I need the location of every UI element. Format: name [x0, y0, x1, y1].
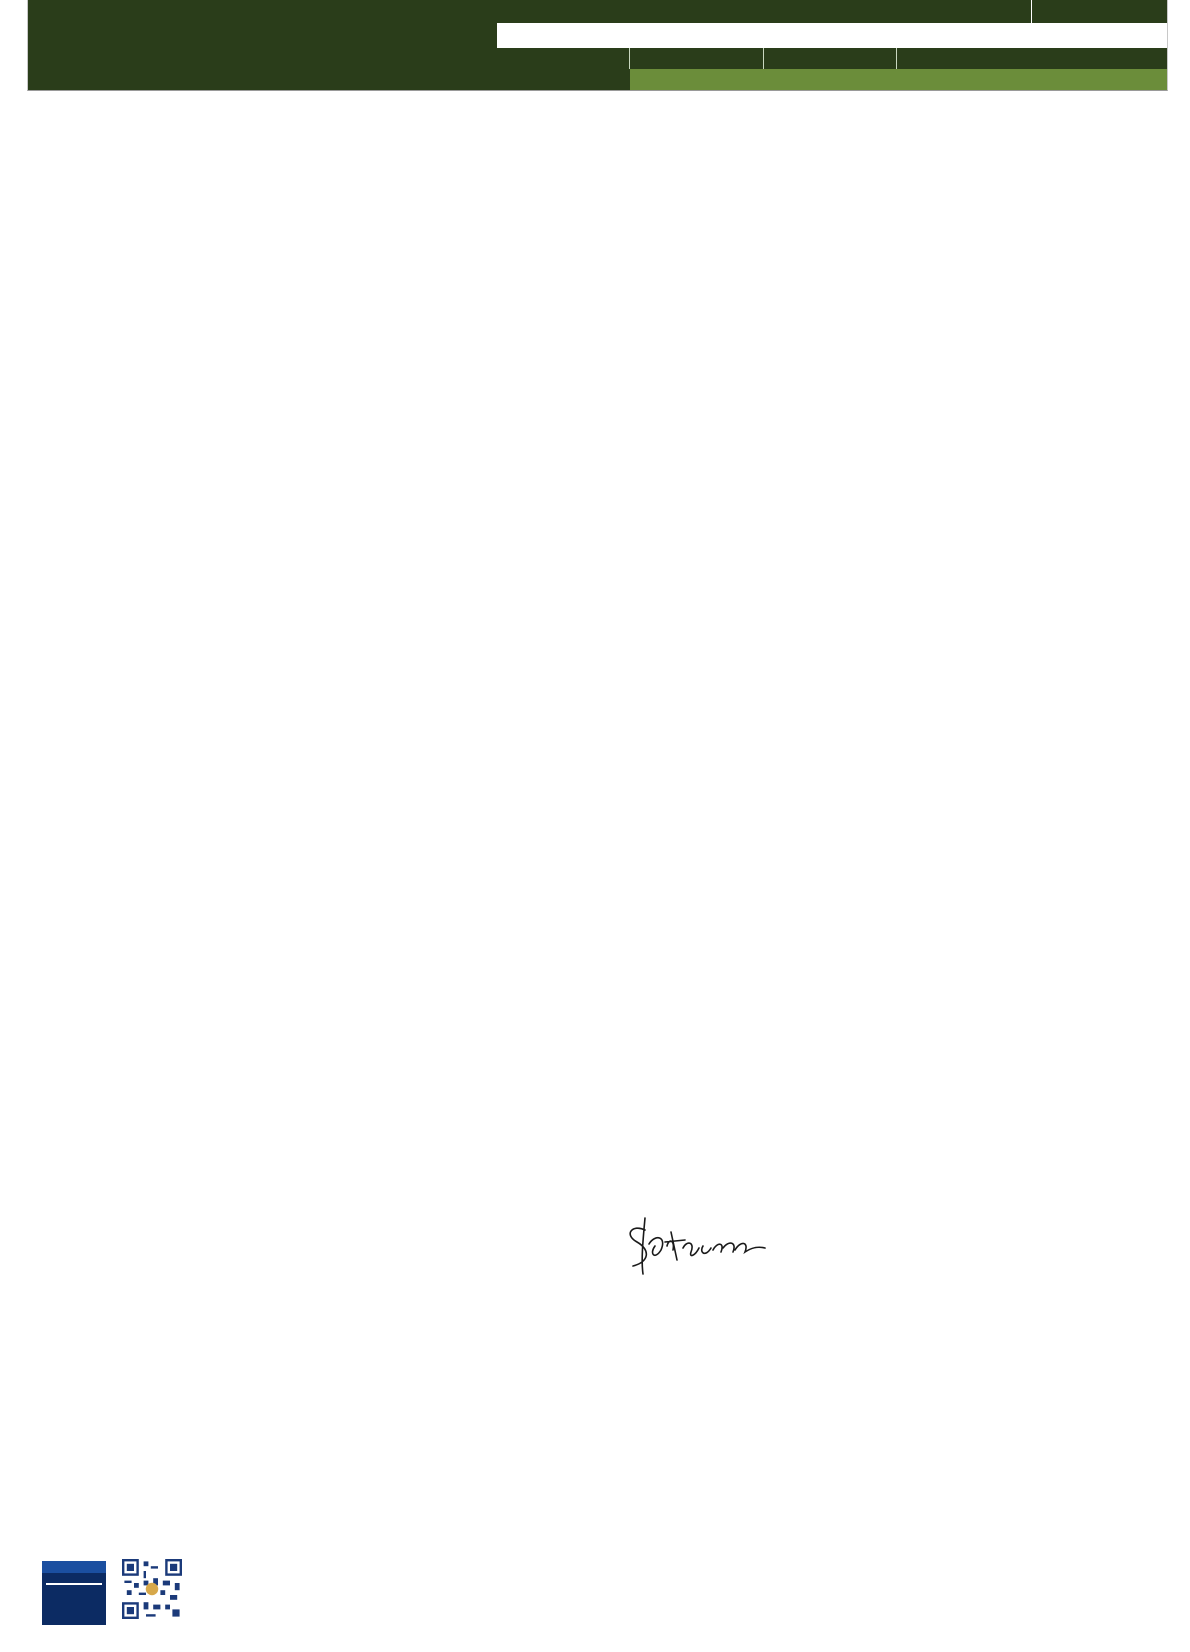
blank-header-cell — [630, 48, 764, 69]
blank-header-cell — [630, 69, 764, 90]
notes-section — [606, 642, 1146, 662]
blank-header-cell — [497, 69, 630, 90]
january-header — [897, 69, 1031, 90]
signature-image — [615, 1210, 795, 1280]
iso-label — [46, 1583, 102, 1585]
iso-certification-logo — [42, 1561, 106, 1625]
blank-header-cell — [764, 69, 897, 90]
year-2024-header — [497, 0, 1031, 23]
year-2025-inventory-header — [897, 48, 1167, 69]
qr-code-icon — [122, 1559, 182, 1619]
definitions-section — [42, 642, 569, 664]
iso-sub — [42, 1573, 106, 1579]
slaughter-header — [28, 0, 1167, 48]
footer — [42, 1555, 1142, 1625]
april-header — [1031, 69, 1167, 90]
inventory-header — [28, 48, 1167, 90]
statistics-table — [27, 0, 1168, 91]
year-2025-header — [1031, 0, 1167, 23]
iso-brand — [42, 1561, 106, 1573]
slaughter-title — [28, 0, 497, 48]
blank-header-cell — [497, 48, 630, 69]
quarter-header-row — [497, 23, 1167, 48]
blank-header-cell — [764, 48, 897, 69]
inventory-title — [28, 48, 497, 90]
